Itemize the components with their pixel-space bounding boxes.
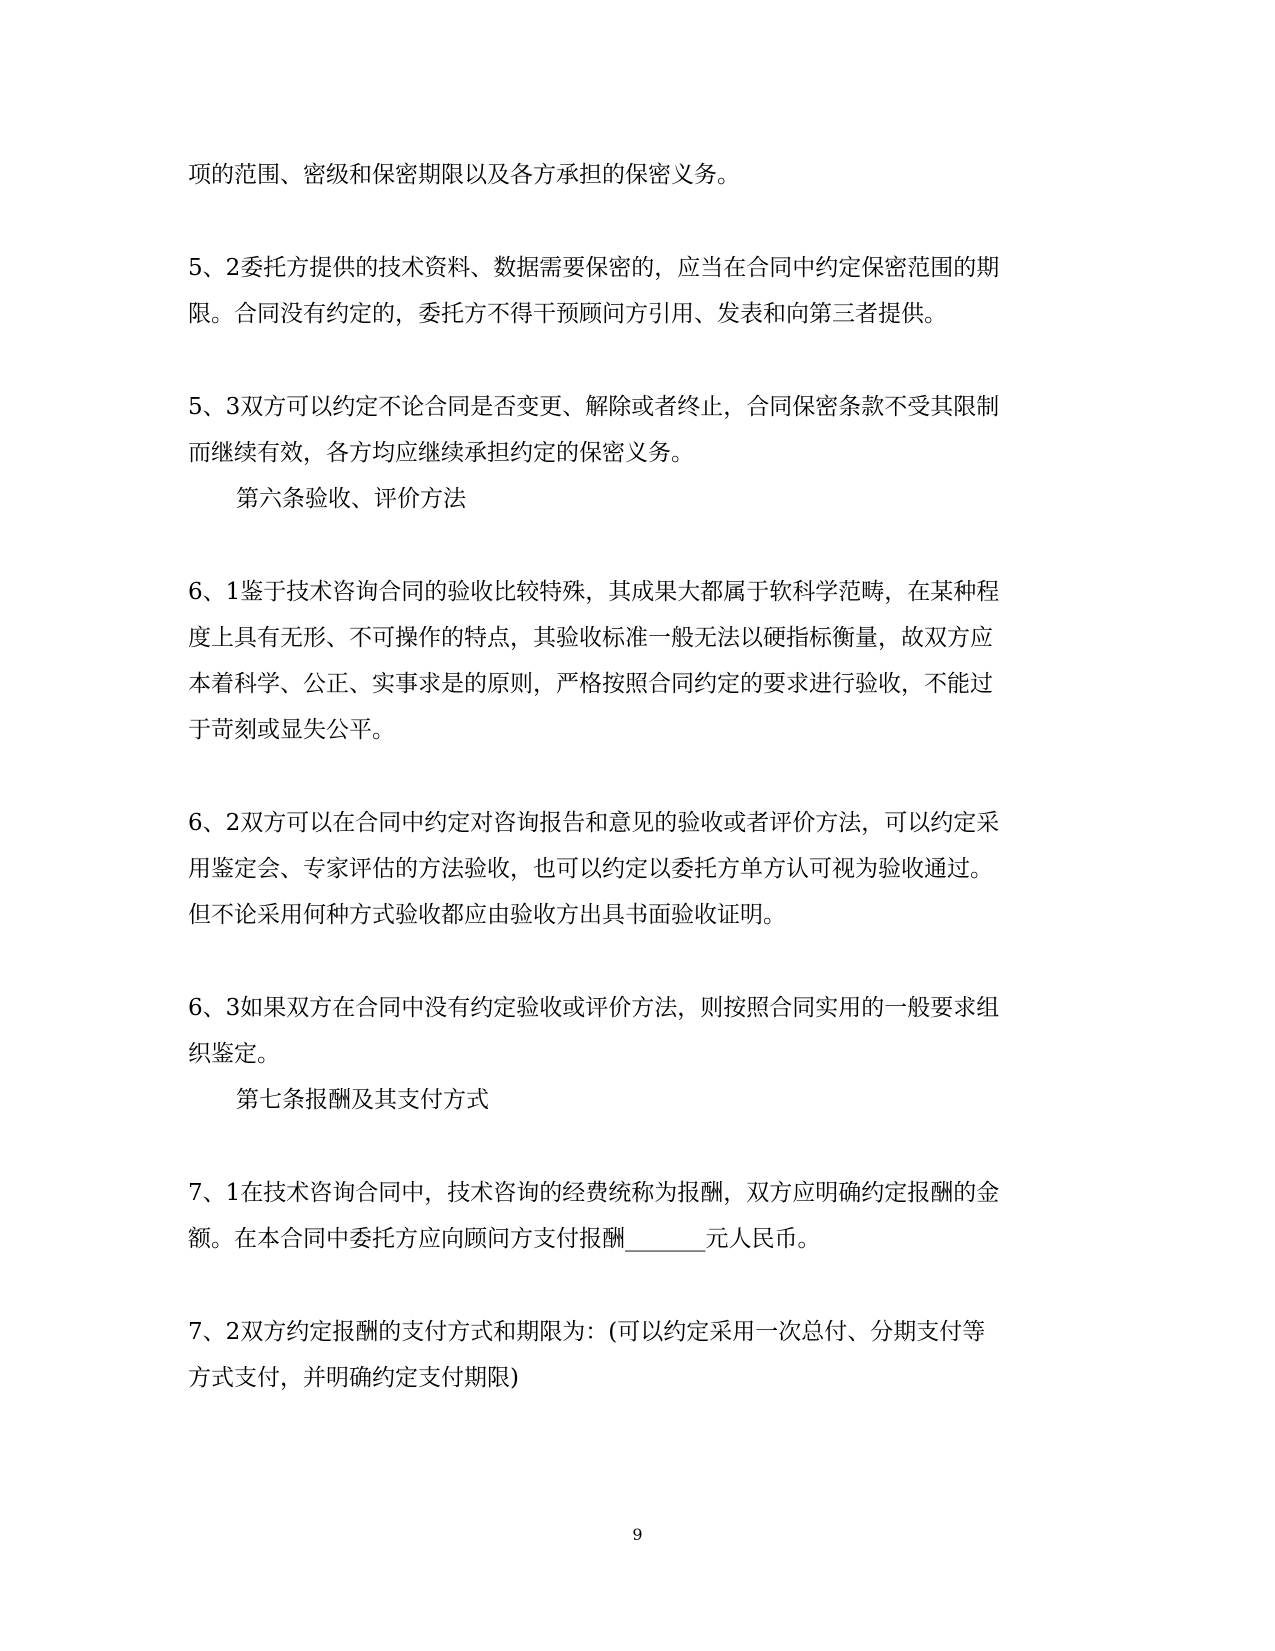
clause-7-1-line-1: 7、1在技术咨询合同中，技术咨询的经费统称为报酬，双方应明确约定报酬的金 <box>188 1180 1000 1206</box>
clause-6-1-line-1: 6、1鉴于技术咨询合同的验收比较特殊，其成果大都属于软科学范畴，在某种程 <box>188 579 1000 605</box>
clause-6-2-line-3: 但不论采用何种方式验收都应由验收方出具书面验收证明。 <box>188 902 786 928</box>
clause-6-2-line-2: 用鉴定会、专家评估的方法验收，也可以约定以委托方单方认可视为验收通过。 <box>188 856 993 882</box>
clause-5-3-line-1: 5、3双方可以约定不论合同是否变更、解除或者终止，合同保密条款不受其限制 <box>188 394 1000 420</box>
clause-5-2-line-2: 限。合同没有约定的，委托方不得干预顾问方引用、发表和向第三者提供。 <box>188 301 947 327</box>
clause-7-2-line-1: 7、2双方约定报酬的支付方式和期限为：(可以约定采用一次总付、分期支付等 <box>188 1319 986 1345</box>
clause-6-2-line-1: 6、2双方可以在合同中约定对咨询报告和意见的验收或者评价方法，可以约定采 <box>188 810 1000 836</box>
clause-5-3-line-2: 而继续有效，各方均应继续承担约定的保密义务。 <box>188 440 694 466</box>
paragraph-continuation-line: 项的范围、密级和保密期限以及各方承担的保密义务。 <box>188 162 740 188</box>
article-7-heading: 第七条报酬及其支付方式 <box>236 1087 489 1113</box>
article-6-heading: 第六条验收、评价方法 <box>236 486 466 512</box>
clause-6-1-line-4: 于苛刻或显失公平。 <box>188 717 395 743</box>
clause-6-1-line-3: 本着科学、公正、实事求是的原则，严格按照合同约定的要求进行验收，不能过 <box>188 671 993 697</box>
clause-5-2-line-1: 5、2委托方提供的技术资料、数据需要保密的，应当在合同中约定保密范围的期 <box>188 255 1000 281</box>
clause-6-3-line-2: 织鉴定。 <box>188 1041 280 1067</box>
page-number: 9 <box>632 1525 643 1544</box>
clause-6-3-line-1: 6、3如果双方在合同中没有约定验收或评价方法，则按照合同实用的一般要求组 <box>188 995 1000 1021</box>
clause-7-1-line-2: 额。在本合同中委托方应向顾问方支付报酬_______元人民币。 <box>188 1226 821 1252</box>
clause-6-1-line-2: 度上具有无形、不可操作的特点，其验收标准一般无法以硬指标衡量，故双方应 <box>188 625 993 651</box>
clause-7-2-line-2: 方式支付，并明确约定支付期限) <box>188 1365 519 1391</box>
